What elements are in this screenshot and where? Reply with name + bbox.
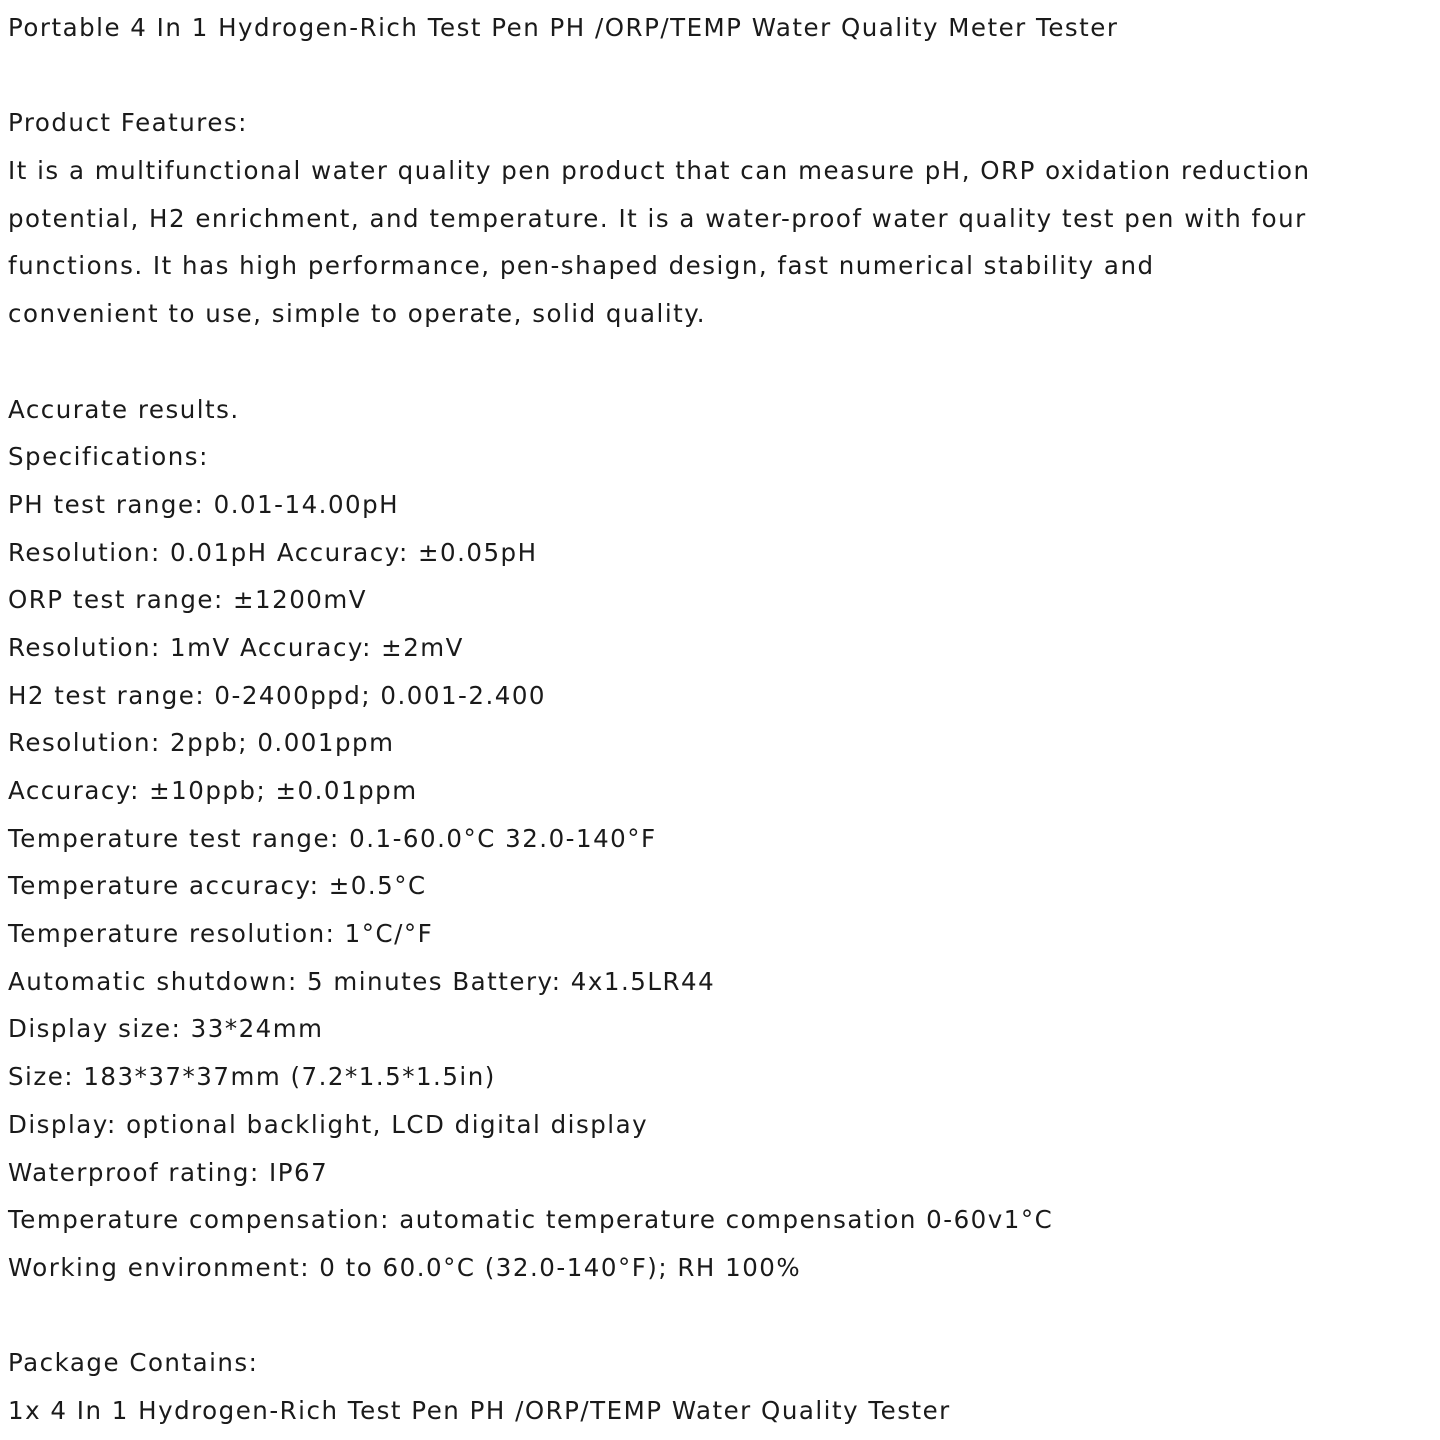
spec-line: Automatic shutdown: 5 minutes Battery: 4x1.5LR44: [8, 966, 716, 996]
spec-line: Resolution: 2ppb; 0.001ppm: [8, 728, 395, 758]
page-title: Portable 4 In 1 Hydrogen-Rich Test Pen PH /ORP/TEMP Water Quality Meter Tester: [8, 13, 1119, 42]
spec-line: Temperature test range: 0.1-60.0°C 32.0-140°F: [8, 823, 657, 853]
spacer: [8, 52, 1428, 100]
spec-line: Waterproof rating: IP67: [8, 1157, 329, 1187]
spec-line: Display size: 33*24mm: [8, 1014, 324, 1044]
spec-line: Size: 183*37*37mm (7.2*1.5*1.5in): [8, 1062, 496, 1092]
spec-line: Temperature resolution: 1°C/°F: [8, 919, 434, 949]
spec-line: Resolution: 0.01pH Accuracy: ±0.05pH: [8, 537, 538, 567]
spec-line: Temperature accuracy: ±0.5°C: [8, 871, 427, 901]
spacer: [8, 1292, 1428, 1340]
features-line: functions. It has high performance, pen-shaped design, fast numerical stability and: [8, 251, 1155, 281]
spec-line: Working environment: 0 to 60.0°C (32.0-140°F); RH 100%: [8, 1252, 802, 1282]
spec-line: Resolution: 1mV Accuracy: ±2mV: [8, 632, 464, 662]
features-line: potential, H2 enrichment, and temperature. It is a water-proof water quality test pen with four: [8, 203, 1307, 233]
spec-line: Accuracy: ±10ppb; ±0.01ppm: [8, 776, 418, 805]
product-description: [8, 4, 1428, 1435]
spec-line: PH test range: 0.01-14.00pH: [8, 489, 400, 519]
spec-line: Temperature compensation: automatic temperature compensation 0-60v1°C: [8, 1205, 1054, 1235]
features-heading: Product Features:: [8, 108, 248, 138]
specifications-heading: Specifications:: [8, 442, 209, 472]
features-line: convenient to use, simple to operate, solid quality.: [8, 299, 707, 329]
accurate-results-text: Accurate results.: [8, 394, 240, 424]
spec-line: Display: optional backlight, LCD digital display: [8, 1109, 649, 1139]
features-line: It is a multifunctional water quality pen product that can measure pH, ORP oxidation reduction: [8, 156, 1311, 186]
package-line: 1x 4 In 1 Hydrogen-Rich Test Pen PH /ORP/TEMP Water Quality Tester: [8, 1395, 951, 1425]
spec-line: H2 test range: 0-2400ppd; 0.001-2.400: [8, 680, 547, 710]
package-heading: Package Contains:: [8, 1348, 259, 1378]
spec-line: ORP test range: ±1200mV: [8, 585, 367, 615]
spacer: [8, 338, 1428, 386]
